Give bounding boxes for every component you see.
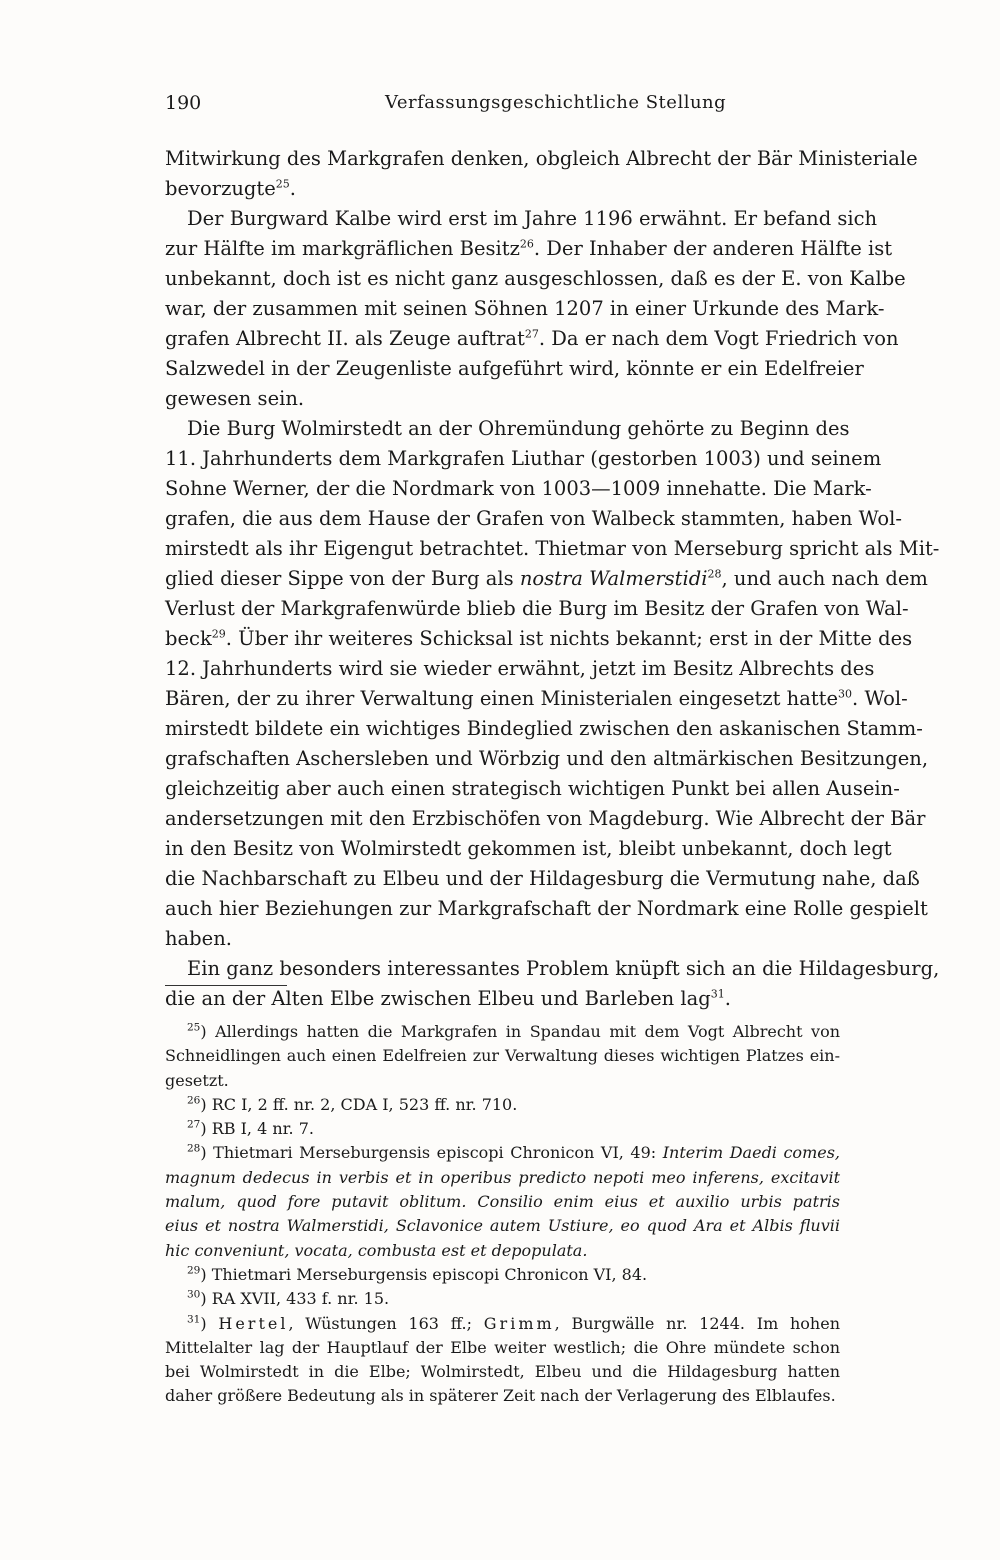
page-header <box>165 92 840 122</box>
text-run: Ein ganz besonders interessantes Problem knüpft sich an die Hildagesburg, <box>187 957 940 980</box>
text-line <box>165 594 909 624</box>
text-run: gleichzeitig aber auch einen strategisch wichtigen Punkt bei allen Ausein- <box>165 777 900 800</box>
footnote-line <box>165 1239 840 1263</box>
text-run: Salzwedel in der Zeugenliste aufgeführt wird, könnte er ein Edelfreier <box>165 357 864 380</box>
text-run: ) RC I, 2 ff. nr. 2, CDA I, 523 ff. nr. 710. <box>200 1094 518 1114</box>
text-line <box>165 924 840 954</box>
text-run: grafen Albrecht II. als Zeuge auftrat <box>165 327 525 350</box>
footnote-ref: 30 <box>838 687 853 701</box>
text-line <box>165 534 940 564</box>
footnote-ref: 28 <box>707 567 722 581</box>
text-run: Bären, der zu ihrer Verwaltung einen Ministerialen eingesetzt hatte <box>165 687 839 710</box>
italic-run: malum, quod fore putavit oblitum. Consilio enim eius et auxilio urbis patris <box>165 1192 840 1212</box>
main-text <box>165 144 940 1014</box>
text-line <box>165 684 908 714</box>
text-line <box>165 384 840 414</box>
text-run: , Burgwälle nr. 1244. Im hohen <box>554 1313 841 1333</box>
spaced-name: Grimm <box>483 1313 555 1333</box>
text-run: Sohne Werner, der die Nordmark von 1003—1009 innehatte. Die Mark- <box>165 477 872 500</box>
footnote-line <box>165 1117 840 1141</box>
text-run: glied dieser Sippe von der Burg als <box>165 567 520 590</box>
text-run: die an der Alten Elbe zwischen Elbeu und Barleben lag <box>165 987 711 1010</box>
text-line <box>165 864 920 894</box>
text-run: , und auch nach dem <box>721 567 928 590</box>
text-line <box>165 564 928 594</box>
page-number: 190 <box>165 92 202 114</box>
footnote-ref: 26 <box>519 237 534 251</box>
footnote-line <box>165 1044 840 1068</box>
text-line <box>165 894 928 924</box>
text-run: ) Allerdings hatten die Markgrafen in Spandau mit dem Vogt Albrecht von <box>200 1022 840 1041</box>
text-line <box>165 504 902 534</box>
text-run: war, der zusammen mit seinen Söhnen 1207 in einer Urkunde des Mark- <box>165 297 885 320</box>
footnote-line <box>165 1312 840 1336</box>
text-run: Schneidlingen auch einen Edelfreien zur Verwaltung dieses wichtigen Platzes ein- <box>165 1046 840 1066</box>
footnote-line <box>165 1263 840 1287</box>
footnote-number: 28 <box>187 1143 201 1156</box>
text-run: . Über ihr weiteres Schicksal ist nichts bekannt; erst in der Mitte des <box>225 627 913 650</box>
footnote-ref: 25 <box>275 177 290 191</box>
text-run: mirstedt als ihr Eigengut betrachtet. Thietmar von Merseburg spricht als Mit- <box>165 537 940 560</box>
text-line <box>165 654 875 684</box>
italic-run: eius et nostra Walmerstidi, Sclavonice autem Ustiure, eo quod Ara et Albis fluvii <box>165 1216 840 1236</box>
italic-run: hic conveniunt, vocata, combusta est et depopulata. <box>165 1240 588 1260</box>
text-run: zur Hälfte im markgräflichen Besitz <box>165 237 520 260</box>
text-line <box>165 834 892 864</box>
text-run: auch hier Beziehungen zur Markgrafschaft der Nordmark eine Rolle gespielt <box>165 897 928 920</box>
text-line <box>165 774 900 804</box>
text-run: bei Wolmirstedt in die Elbe; Wolmirstedt, Elbeu und die Hildagesburg hatten <box>165 1362 840 1382</box>
italic-run: magnum dedecus in verbis et in operibus predicto nepoti meo inferens, excitavit <box>165 1167 840 1187</box>
footnote-ref: 27 <box>524 327 539 341</box>
text-run: ) Thietmari Merseburgensis episcopi Chronicon VI, 84. <box>200 1264 648 1284</box>
text-run: grafschaften Aschersleben und Wörbzig und den altmärkischen Besitzungen, <box>165 747 929 770</box>
footnotes <box>165 1020 840 1409</box>
footnote-ref: 29 <box>211 627 226 641</box>
text-line <box>165 474 872 504</box>
text-run: 12. Jahrhunderts wird sie wieder erwähnt, jetzt im Besitz Albrechts des <box>165 657 875 680</box>
footnote-separator <box>165 985 287 986</box>
text-run: gesetzt. <box>165 1070 229 1090</box>
text-run: . <box>289 177 296 200</box>
footnote-number: 26 <box>187 1094 201 1107</box>
text-line <box>165 324 899 354</box>
footnote-ref: 31 <box>710 987 725 1001</box>
text-run: . Da er nach dem Vogt Friedrich von <box>538 327 899 350</box>
text-line <box>165 264 906 294</box>
text-run: ) Thietmari Merseburgensis episcopi Chronicon VI, 49: <box>200 1143 663 1163</box>
text-run: andersetzungen mit den Erzbischöfen von Magdeburg. Wie Albrecht der Bär <box>165 807 926 830</box>
text-line <box>165 294 885 324</box>
text-line <box>165 204 878 234</box>
footnote-line <box>165 1020 840 1044</box>
text-line <box>165 984 840 1014</box>
text-run: haben. <box>165 927 232 950</box>
text-line <box>165 414 850 444</box>
italic-run: Interim Daedi comes, <box>662 1143 841 1163</box>
footnote-line <box>165 1214 840 1238</box>
footnote-line <box>165 1336 840 1360</box>
footnote-line <box>165 1190 840 1214</box>
text-line <box>165 714 923 744</box>
text-run: daher größere Bedeutung als in späterer Zeit nach der Verlagerung des Elblaufes. <box>165 1386 836 1406</box>
text-run: in den Besitz von Wolmirstedt gekommen ist, bleibt unbekannt, doch legt <box>165 837 892 860</box>
footnote-line <box>165 1384 840 1408</box>
text-line <box>165 744 929 774</box>
text-run: ) <box>200 1313 219 1333</box>
footnote-number: 30 <box>187 1288 201 1301</box>
text-run: ) RA XVII, 433 f. nr. 15. <box>200 1289 390 1309</box>
footnote-number: 27 <box>187 1118 201 1131</box>
text-line <box>165 444 882 474</box>
text-run: mirstedt bildete ein wichtiges Bindeglied zwischen den askanischen Stamm- <box>165 717 923 740</box>
text-run: unbekannt, doch ist es nicht ganz ausgeschlossen, daß es der E. von Kalbe <box>165 267 906 290</box>
text-line <box>165 624 913 654</box>
footnote-line <box>165 1287 840 1311</box>
text-line <box>165 954 940 984</box>
text-run: Der Burgward Kalbe wird erst im Jahre 1196 erwähnt. Er befand sich <box>187 207 878 230</box>
text-run: ) RB I, 4 nr. 7. <box>200 1119 314 1139</box>
footnote-number: 31 <box>187 1313 201 1326</box>
text-run: Mittelalter lag der Hauptlauf der Elbe weiter westlich; die Ohre mündete schon <box>165 1337 840 1357</box>
text-line <box>165 354 864 384</box>
running-header: Verfassungsgeschichtliche Stellung <box>385 92 727 113</box>
text-run: . Der Inhaber der anderen Hälfte ist <box>533 237 893 260</box>
text-run: , Wüstungen 163 ff.; <box>288 1313 484 1333</box>
text-line <box>165 234 893 264</box>
text-line <box>165 144 918 174</box>
text-run: grafen, die aus dem Hause der Grafen von Walbeck stammten, haben Wol- <box>165 507 902 530</box>
text-run: Mitwirkung des Markgrafen denken, obgleich Albrecht der Bär Ministeriale <box>165 147 918 170</box>
text-run: . Wol- <box>852 687 908 710</box>
footnote-number: 29 <box>187 1264 201 1277</box>
text-line <box>165 174 840 204</box>
italic-run: nostra Walmerstidi <box>519 567 708 590</box>
text-run: . <box>724 987 731 1010</box>
text-run: beck <box>165 627 212 650</box>
footnote-line <box>165 1166 840 1190</box>
text-run: 11. Jahrhunderts dem Markgrafen Liuthar (gestorben 1003) und seinem <box>165 447 882 470</box>
footnote-number: 25 <box>187 1021 201 1034</box>
spaced-name: Hertel <box>218 1313 289 1333</box>
footnote-line <box>165 1360 840 1384</box>
text-run: die Nachbarschaft zu Elbeu und der Hildagesburg die Vermutung nahe, daß <box>165 867 920 890</box>
footnote-line <box>165 1141 840 1165</box>
text-run: bevorzugte <box>165 177 276 200</box>
text-line <box>165 804 926 834</box>
text-run: gewesen sein. <box>165 387 305 410</box>
text-run: Verlust der Markgrafenwürde blieb die Burg im Besitz der Grafen von Wal- <box>165 597 909 620</box>
footnote-line <box>165 1069 840 1093</box>
text-run: Die Burg Wolmirstedt an der Ohremündung gehörte zu Beginn des <box>187 417 850 440</box>
footnote-line <box>165 1093 840 1117</box>
